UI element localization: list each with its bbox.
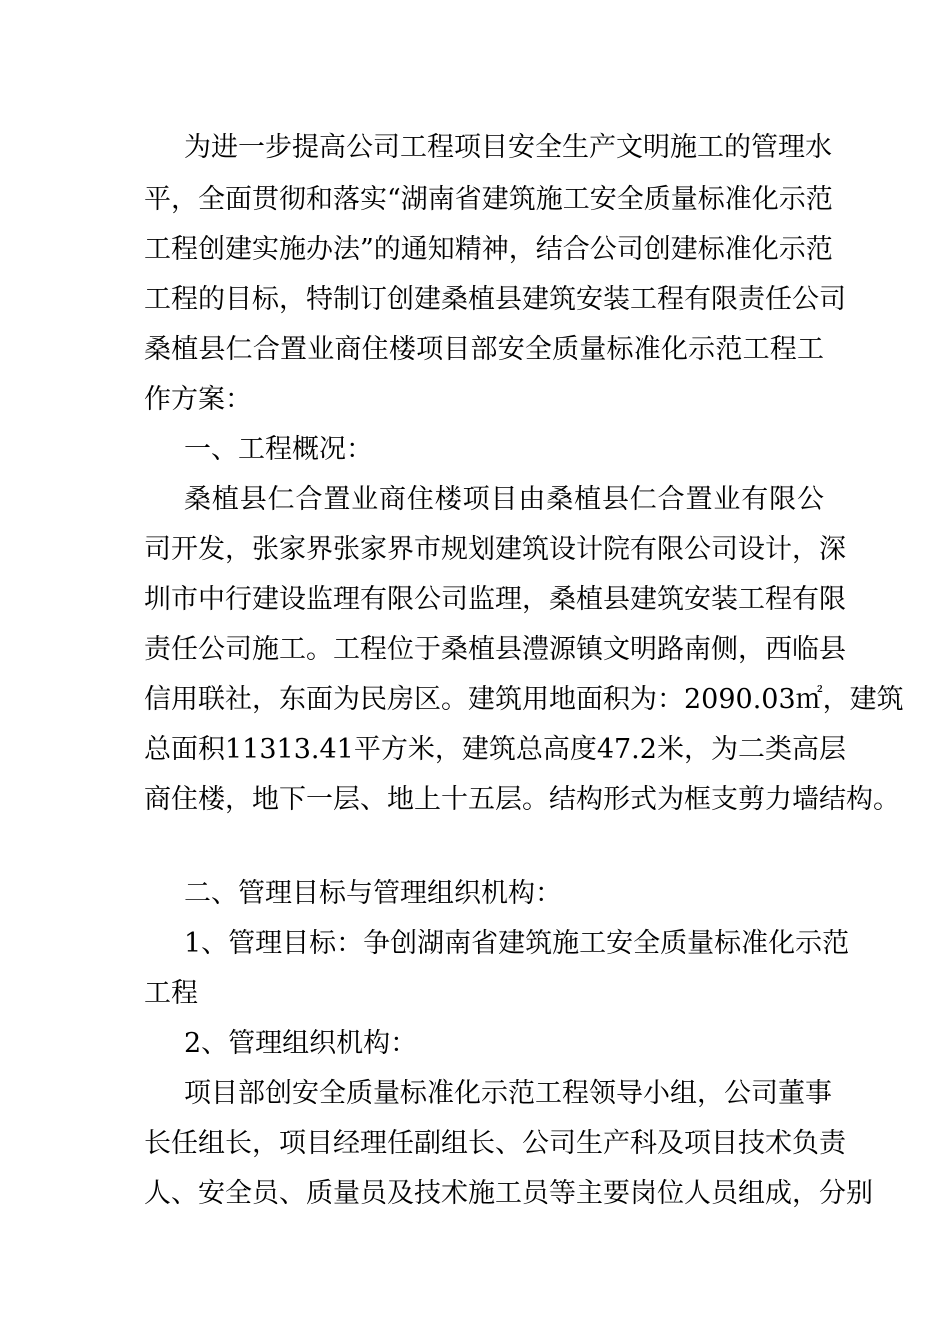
section-heading: 二、管理目标与管理组织机构： — [184, 878, 562, 909]
paragraph-line: 责任公司施工。工程位于桑植县澧源镇文明路南侧，西临县 — [144, 634, 846, 665]
paragraph-line: 工程的目标，特制订创建桑植县建筑安装工程有限责任公司 — [144, 284, 846, 315]
paragraph-line: 长任组长，项目经理任副组长、公司生产科及项目技术负责 — [144, 1128, 846, 1159]
paragraph-line: 工程 — [144, 978, 198, 1009]
section-heading: 一、工程概况： — [184, 434, 373, 465]
paragraph-line: 圳市中行建设监理有限公司监理，桑植县建筑安装工程有限 — [144, 584, 846, 615]
paragraph-line: 工程创建实施办法”的通知精神，结合公司创建标准化示范 — [144, 234, 833, 265]
paragraph-line: 项目部创安全质量标准化示范工程领导小组，公司董事 — [184, 1078, 832, 1109]
paragraph-line: 为进一步提高公司工程项目安全生产文明施工的管理水 — [184, 132, 832, 163]
paragraph-line: 司开发，张家界张家界市规划建筑设计院有限公司设计，深 — [144, 534, 846, 565]
paragraph-line: 桑植县仁合置业商住楼项目部安全质量标准化示范工程工 — [144, 334, 824, 365]
paragraph-line: 平，全面贯彻和落实“湖南省建筑施工安全质量标准化示范 — [144, 184, 833, 215]
paragraph-line: 信用联社，东面为民房区。建筑用地面积为：2090.03㎡，建筑 — [144, 684, 904, 715]
paragraph-line: 总面积11313.41平方米，建筑总高度47.2米，为二类高层 — [144, 734, 846, 765]
paragraph-line: 1、管理目标：争创湖南省建筑施工安全质量标准化示范 — [184, 928, 850, 959]
paragraph-line: 桑植县仁合置业商住楼项目由桑植县仁合置业有限公 — [184, 484, 824, 515]
paragraph-line: 商住楼，地下一层、地上十五层。结构形式为框支剪力墙结构。 — [144, 784, 900, 815]
subsection-heading: 2、管理组织机构： — [184, 1028, 418, 1059]
paragraph-line: 作方案： — [144, 384, 252, 415]
paragraph-line: 人、安全员、质量员及技术施工员等主要岗位人员组成，分别 — [144, 1178, 873, 1209]
